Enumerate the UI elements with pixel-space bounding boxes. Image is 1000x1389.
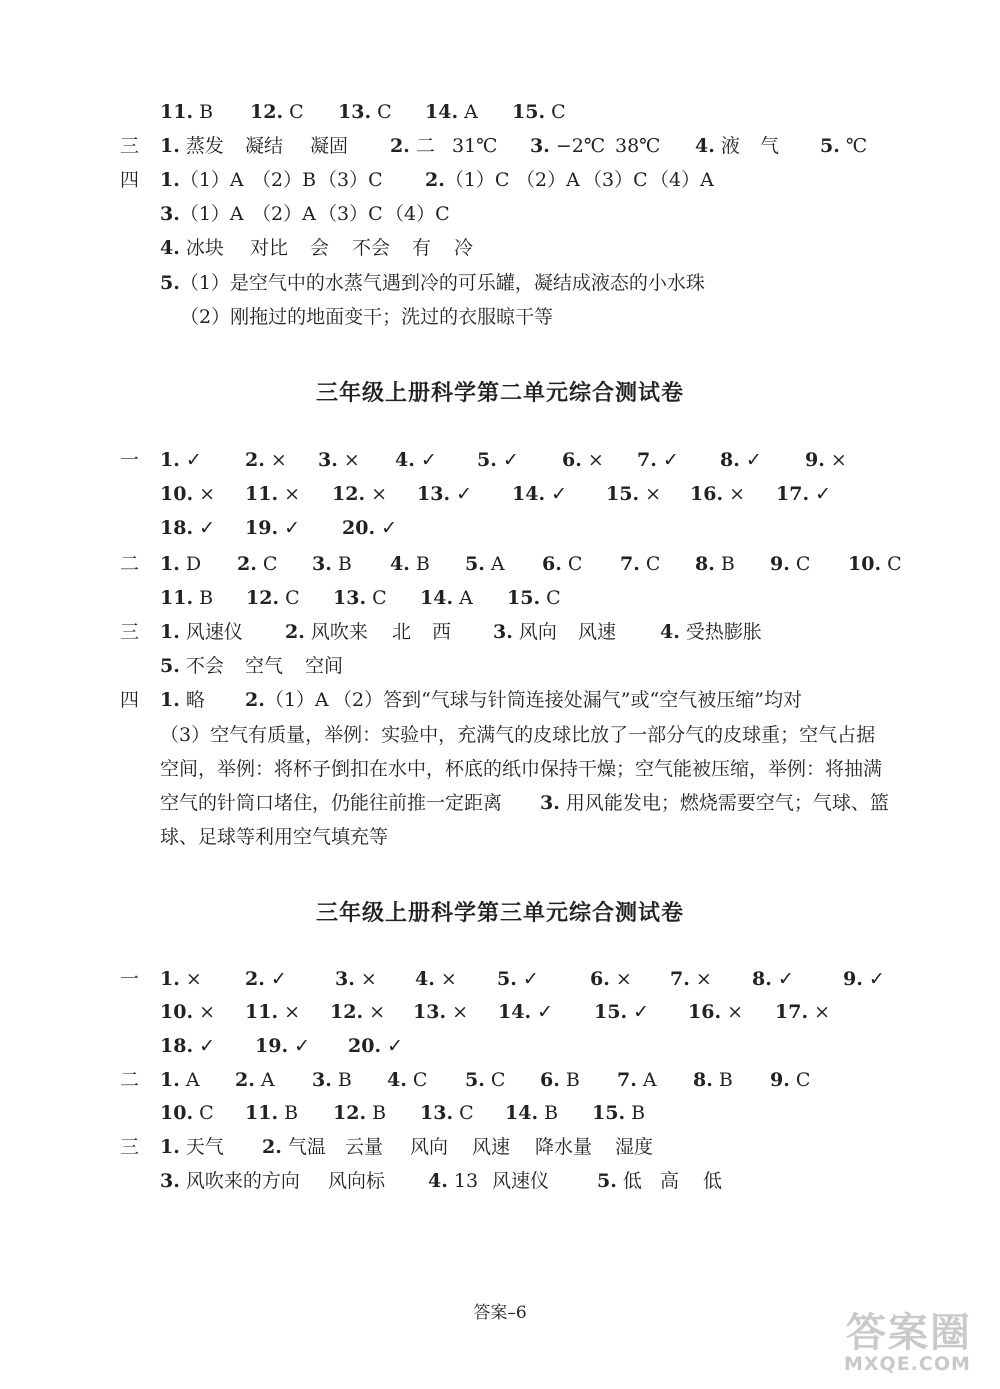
answer-item: 7. A [617, 1069, 657, 1091]
answer-item: 9. C [770, 553, 811, 575]
answer-item: 1. 蒸发 [160, 135, 224, 157]
answer-item: 北 [392, 621, 412, 643]
u2-si-para: （3）空气有质量，举例：实验中，充满气的皮球比放了一部分气的皮球重；空气占据空间，举例：将杯子倒扣在水中，杯底的纸巾保持干燥；空气能被压缩，举例：将抽满空气的针筒口堵住，仍能往前推一定距离 3. 用风能发电；燃烧需要空气；气球、篮球、足球等利用空气填充等 [160, 724, 889, 848]
answer-item: 凝固 [310, 135, 349, 157]
answer-item: 16. × [688, 1001, 744, 1023]
answer-item: 4. C [387, 1069, 428, 1091]
answer-item: 空间 [305, 655, 344, 677]
answer-item: 1. 风速仪 [160, 621, 243, 643]
answer-item: 风向标 [328, 1170, 386, 1192]
answer-item: 低 [703, 1170, 723, 1192]
answer-item: 15. × [606, 483, 662, 505]
answer-item: 14. A [425, 101, 478, 123]
answer-item: 2. 二 [390, 135, 435, 157]
answer-item: 7. × [670, 968, 712, 990]
answer-item: 5. 不会 [160, 655, 224, 677]
answer-item: （2）B [252, 169, 317, 191]
answer-item: （2）A [516, 169, 580, 191]
section-label: 四 [120, 689, 140, 711]
answer-item: 10. C [848, 553, 902, 575]
answer-item: 10. C [160, 1102, 214, 1124]
answer-item: 6. C [542, 553, 583, 575]
answer-item: （2）A [252, 203, 316, 225]
answer-item: 12. C [250, 101, 304, 123]
answer-item: 18. ✓ [160, 517, 216, 539]
answer-item: 高 [660, 1170, 680, 1192]
answer-item: 38℃ [615, 135, 661, 157]
section-label: 四 [120, 169, 140, 191]
answer-item: 8. B [695, 553, 735, 575]
answer-item: 5. ℃ [820, 135, 868, 157]
unit2-title: 三年级上册科学第二单元综合测试卷 [315, 380, 684, 406]
answer-item: 14. A [420, 587, 473, 609]
answer-item: 18. ✓ [160, 1035, 216, 1057]
answer-item: 2.（1）A [245, 689, 329, 711]
answer-item: 19. ✓ [245, 517, 301, 539]
answer-item: 空气 [245, 655, 284, 677]
watermark-main-text: 答案圈 [846, 1310, 972, 1356]
unit3-title: 三年级上册科学第三单元综合测试卷 [315, 900, 684, 926]
answer-item: （3）C [318, 203, 383, 225]
answer-item: 4. 13 [428, 1170, 479, 1192]
answer-item: 5. A [465, 553, 505, 575]
answer-item: 9. × [805, 449, 847, 471]
answer-item: 3. B [312, 553, 352, 575]
answer-item: 会 [310, 237, 330, 259]
answer-item: 3. −2℃ [530, 135, 606, 157]
section-label: 二 [120, 1069, 140, 1091]
answer-item: 31℃ [452, 135, 498, 157]
answer-item: 1. D [160, 553, 202, 575]
answer-item: 13. ✓ [417, 483, 473, 505]
answer-item: 11. × [245, 483, 301, 505]
answer-item: 1. A [160, 1069, 200, 1091]
answer-item: 8. ✓ [720, 449, 762, 471]
section-label: 一 [120, 449, 140, 471]
answer-item: 4. 液 [695, 135, 740, 157]
answer-item: 凝结 [245, 135, 284, 157]
answer-item: 1. × [160, 968, 202, 990]
section-label: 三 [120, 1136, 140, 1158]
answer-item: 13. C [333, 587, 387, 609]
answer-item: 冷 [454, 237, 474, 259]
answer-text: 5.（1）是空气中的水蒸气遇到冷的可乐罐，凝结成液态的小水珠 [160, 272, 705, 294]
answer-item: 4. 冰块 [160, 237, 224, 259]
answer-item: 2. 风吹来 [285, 621, 368, 643]
answer-item: （3）C [318, 169, 383, 191]
answer-item: 12. B [333, 1102, 387, 1124]
answer-item: 降水量 [535, 1136, 593, 1158]
answer-item: 14. B [505, 1102, 559, 1124]
section-label: 三 [120, 135, 140, 157]
answer-item: 11. B [160, 101, 214, 123]
answer-item: 3. 风吹来的方向 [160, 1170, 300, 1192]
answer-item: 9. C [770, 1069, 811, 1091]
answer-item: 15. C [507, 587, 561, 609]
answer-item: 5. ✓ [497, 968, 539, 990]
answer-item: 12. × [332, 483, 388, 505]
section-label: 二 [120, 553, 140, 575]
answer-item: 8. ✓ [752, 968, 794, 990]
answer-item: 2.（1）C [425, 169, 510, 191]
answer-item: （4）A [650, 169, 714, 191]
answer-item: 1. 天气 [160, 1136, 224, 1158]
answer-item: 风速 [578, 621, 617, 643]
answer-item: 4. 受热膨胀 [660, 621, 762, 643]
answer-item: 14. ✓ [498, 1001, 554, 1023]
page-number: 答案–6 [473, 1303, 527, 1323]
watermark-url: MXQE.COM [844, 1353, 971, 1375]
answer-item: 17. × [775, 1001, 831, 1023]
answer-item: 10. × [160, 1001, 216, 1023]
answer-item: 1. 略 [160, 689, 205, 711]
answer-item: （2）答到“气球与针筒连接处漏气”或“空气被压缩”均对 [333, 689, 802, 711]
answer-item: 12. × [330, 1001, 386, 1023]
answer-item: 13. C [338, 101, 392, 123]
answer-item: 风速 [472, 1136, 511, 1158]
answer-item: 气 [760, 135, 780, 157]
answer-item: 西 [432, 621, 452, 643]
answer-text: （2）刚拖过的地面变干；洗过的衣服晾干等 [180, 306, 554, 328]
answer-item: 6. B [540, 1069, 580, 1091]
answer-item: 2. × [245, 449, 287, 471]
answer-item: 6. × [590, 968, 632, 990]
answer-item: 2. A [235, 1069, 275, 1091]
answer-item: 8. B [693, 1069, 733, 1091]
answer-item: 6. × [562, 449, 604, 471]
answer-item: 11. × [245, 1001, 301, 1023]
answer-item: 3. 风向 [493, 621, 557, 643]
answer-item: 10. × [160, 483, 216, 505]
answer-item: 4. ✓ [395, 449, 437, 471]
answer-item: 20. ✓ [348, 1035, 404, 1057]
answer-item: 2. 气温 [262, 1136, 326, 1158]
answer-item: （3）C [583, 169, 648, 191]
watermark-logo [840, 1301, 978, 1381]
answer-item: 15. C [512, 101, 566, 123]
answer-item: 2. C [237, 553, 278, 575]
answer-item: 19. ✓ [255, 1035, 311, 1057]
answer-item: 7. ✓ [637, 449, 679, 471]
answer-item: 有 [412, 237, 432, 259]
answer-item: 4. × [415, 968, 457, 990]
answer-item: 1. ✓ [160, 449, 202, 471]
answer-item: 3.（1）A [160, 203, 244, 225]
answer-item: 5. ✓ [477, 449, 519, 471]
answer-item: 风向 [410, 1136, 449, 1158]
answer-item: 11. B [245, 1102, 299, 1124]
answer-item: 13. C [420, 1102, 474, 1124]
answer-item: 湿度 [615, 1136, 654, 1158]
answer-item: （4）C [385, 203, 450, 225]
answer-item: 3. × [318, 449, 360, 471]
answer-item: 15. ✓ [594, 1001, 650, 1023]
answer-item: 1.（1）A [160, 169, 244, 191]
answer-item: 云量 [345, 1136, 384, 1158]
answer-item: 2. ✓ [245, 968, 287, 990]
answer-item: 17. ✓ [776, 483, 832, 505]
answer-item: 不会 [352, 237, 391, 259]
answer-item: 9. ✓ [843, 968, 885, 990]
answer-item: 5. 低 [597, 1170, 642, 1192]
section-label: 一 [120, 968, 140, 990]
answer-item: 4. B [390, 553, 430, 575]
answer-item: 风速仪 [492, 1170, 550, 1192]
answer-item: 15. B [592, 1102, 646, 1124]
answer-item: 11. B [160, 587, 214, 609]
answer-item: 5. C [465, 1069, 506, 1091]
answer-item: 3. B [312, 1069, 352, 1091]
answer-item: 3. × [335, 968, 377, 990]
section-label: 三 [120, 621, 140, 643]
answer-item: 对比 [250, 237, 289, 259]
answer-item: 16. × [690, 483, 746, 505]
answer-item: 12. C [246, 587, 300, 609]
answer-item: 13. × [413, 1001, 469, 1023]
answer-item: 14. ✓ [512, 483, 568, 505]
answer-item: 7. C [620, 553, 661, 575]
answer-item: 20. ✓ [342, 517, 398, 539]
